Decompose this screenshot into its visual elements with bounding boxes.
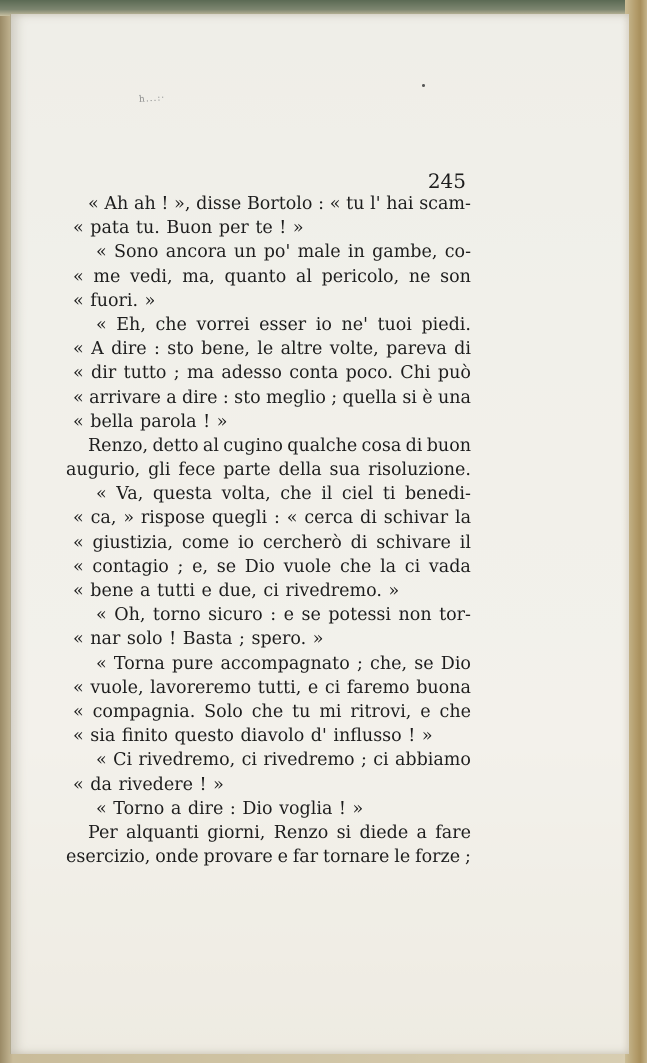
text-line: « ca, » rispose quegli : « cerca di schivar la	[73, 508, 471, 529]
text-line: « contagio ; e, se Dio vuole che la ci vada	[73, 556, 471, 577]
text-line: augurio, gli fece parte della sua risoluzione.	[66, 460, 471, 481]
text-line: « bene a tutti e due, ci rivedremo. »	[73, 581, 400, 601]
text-line: esercizio, onde provare e far tornare le forze ;	[66, 847, 471, 868]
text-line: « Torna pure accompagnato ; che, se Dio	[96, 653, 471, 674]
text-line: « sia finito questo diavolo d' influsso ! »	[73, 726, 433, 747]
text-line: « bella parola ! »	[73, 411, 228, 432]
text-line: « Va, questa volta, che il ciel ti benedi-	[96, 484, 471, 505]
text-line: « Oh, torno sicuro : e se potessi non tor-	[96, 605, 471, 626]
text-line: « Sono ancora un po' male in gambe, co-	[96, 242, 471, 263]
text-line: « compagnia. Solo che tu mi ritrovi, e che	[73, 701, 471, 722]
text-line: « dir tutto ; ma adesso conta poco. Chi può	[73, 363, 471, 384]
text-line: « giustizia, come io cercherò di schivare il	[73, 532, 471, 553]
text-line: « arrivare a dire : sto meglio ; quella si è una	[73, 387, 471, 408]
text-line: « fuori. »	[73, 290, 156, 311]
text-line: « me vedi, ma, quanto al pericolo, ne son	[73, 266, 471, 287]
text-line: « Ah ah ! », disse Bortolo : « tu l' hai scam-	[88, 194, 471, 214]
ink-dot	[422, 84, 425, 87]
text-line: « da rivedere ! »	[73, 774, 224, 795]
text-line: « A dire : sto bene, le altre volte, pareva di	[73, 339, 471, 360]
text-line: « pata tu. Buon per te ! »	[73, 218, 304, 239]
text-line: « nar solo ! Basta ; spero. »	[73, 629, 324, 650]
text-line: « Torno a dire : Dio voglia ! »	[96, 798, 364, 819]
page-number: 245	[427, 169, 466, 193]
text-block	[66, 192, 471, 869]
text-line: « Eh, che vorrei esser io ne' tuoi piedi.	[96, 314, 471, 335]
text-line: Per alquanti giorni, Renzo si diede a fare	[88, 822, 471, 843]
text-line: Renzo, detto al cugino qualche cosa di buon	[88, 435, 471, 456]
text-line: « Ci rivedremo, ci rivedremo ; ci abbiamo	[96, 750, 471, 771]
ink-mark: h...:·	[138, 93, 166, 105]
text-line: « vuole, lavoreremo tutti, e ci faremo buona	[73, 677, 471, 698]
book-page	[10, 14, 629, 1054]
